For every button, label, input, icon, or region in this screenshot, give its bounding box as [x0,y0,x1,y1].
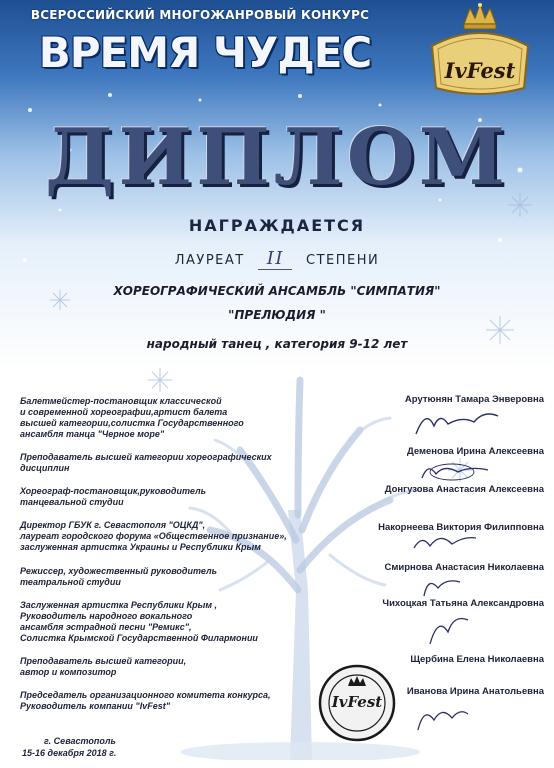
jury-name: Щербина Елена Николаевна [410,654,544,665]
seal-text: IvFest [331,693,383,711]
dates: 15-16 декабря 2018 г. [22,748,117,758]
jury-role: Режиссер, художественный руководитель театральной студии [20,566,217,587]
laureate-prefix: ЛАУРЕАТ [174,253,245,268]
awarded-heading: НАГРАЖДАЕТСЯ [188,216,366,235]
jury-role: Председатель организационного комитета конкурса, Руководитель компании "IvFest" [20,690,271,711]
work-title: "ПРЕЛЮДИЯ " [228,308,326,322]
laureate-degree: II [258,248,292,270]
jury-name: Деменова Ирина Алексеевна [406,446,544,457]
signature [410,528,480,556]
jury-name: Чихоцкая Татьяна Александровна [382,598,544,609]
diploma-title: ДИПЛОМ [45,112,509,203]
jury-role: Преподаватель высшей категории, автор и композитор [20,656,187,677]
signature [424,610,474,650]
place: г. Севастополь [44,736,116,746]
competition-subtitle: ВСЕРОССИЙСКИЙ МНОГОЖАНРОВЫЙ КОНКУРС [30,8,370,22]
competition-name: ВРЕМЯ ЧУДЕС [38,28,372,77]
jury-role: Преподаватель высшей категории хореографических дисциплин [20,452,272,473]
category-line: народный танец , категория 9-12 лет [146,337,408,351]
laureate-line [0,248,554,270]
jury-name: Накорнеева Виктория Филипповна [378,522,544,533]
ensemble-name: ХОРЕОГРАФИЧЕСКИЙ АНСАМБЛЬ "СИМПАТИЯ" [113,284,441,298]
ivfest-logo-text: IvFest [444,58,516,83]
jury-role: Директор ГБУК г. Севастополя "ОЦКД", лауреат городского форума «Общественное признание», заслуженная артистка Украины и Республики Крым [20,520,287,552]
jury-name: Смирнова Анастасия Николаевна [384,562,544,573]
signature [412,404,502,440]
jury-name: Донгузова Анастасия Алексеевна [384,484,544,495]
jury-role: Заслуженная артистка Республики Крым , Руководитель народного вокального ансамбля эстрадной песни "Ремикс", Солистка Крымской Государственной Филармонии [20,600,258,643]
signature [418,458,494,484]
laureate-suffix: СТЕПЕНИ [306,253,380,268]
ivfest-crown-logo [420,2,540,98]
jury-name: Арутюнян Тамара Энверовна [404,394,544,405]
signature [412,700,472,736]
jury-name: Иванова Ирина Анатольевна [406,686,544,697]
signature [420,574,466,600]
jury-role: Хореограф-постановщик,руководитель танцевальной студии [20,486,206,507]
jury-role: Балетмейстер-постановщик классической и современной хореографии,артист балета высшей категории,солистка Государственного ансамбля танца "Черное море" [20,396,244,439]
